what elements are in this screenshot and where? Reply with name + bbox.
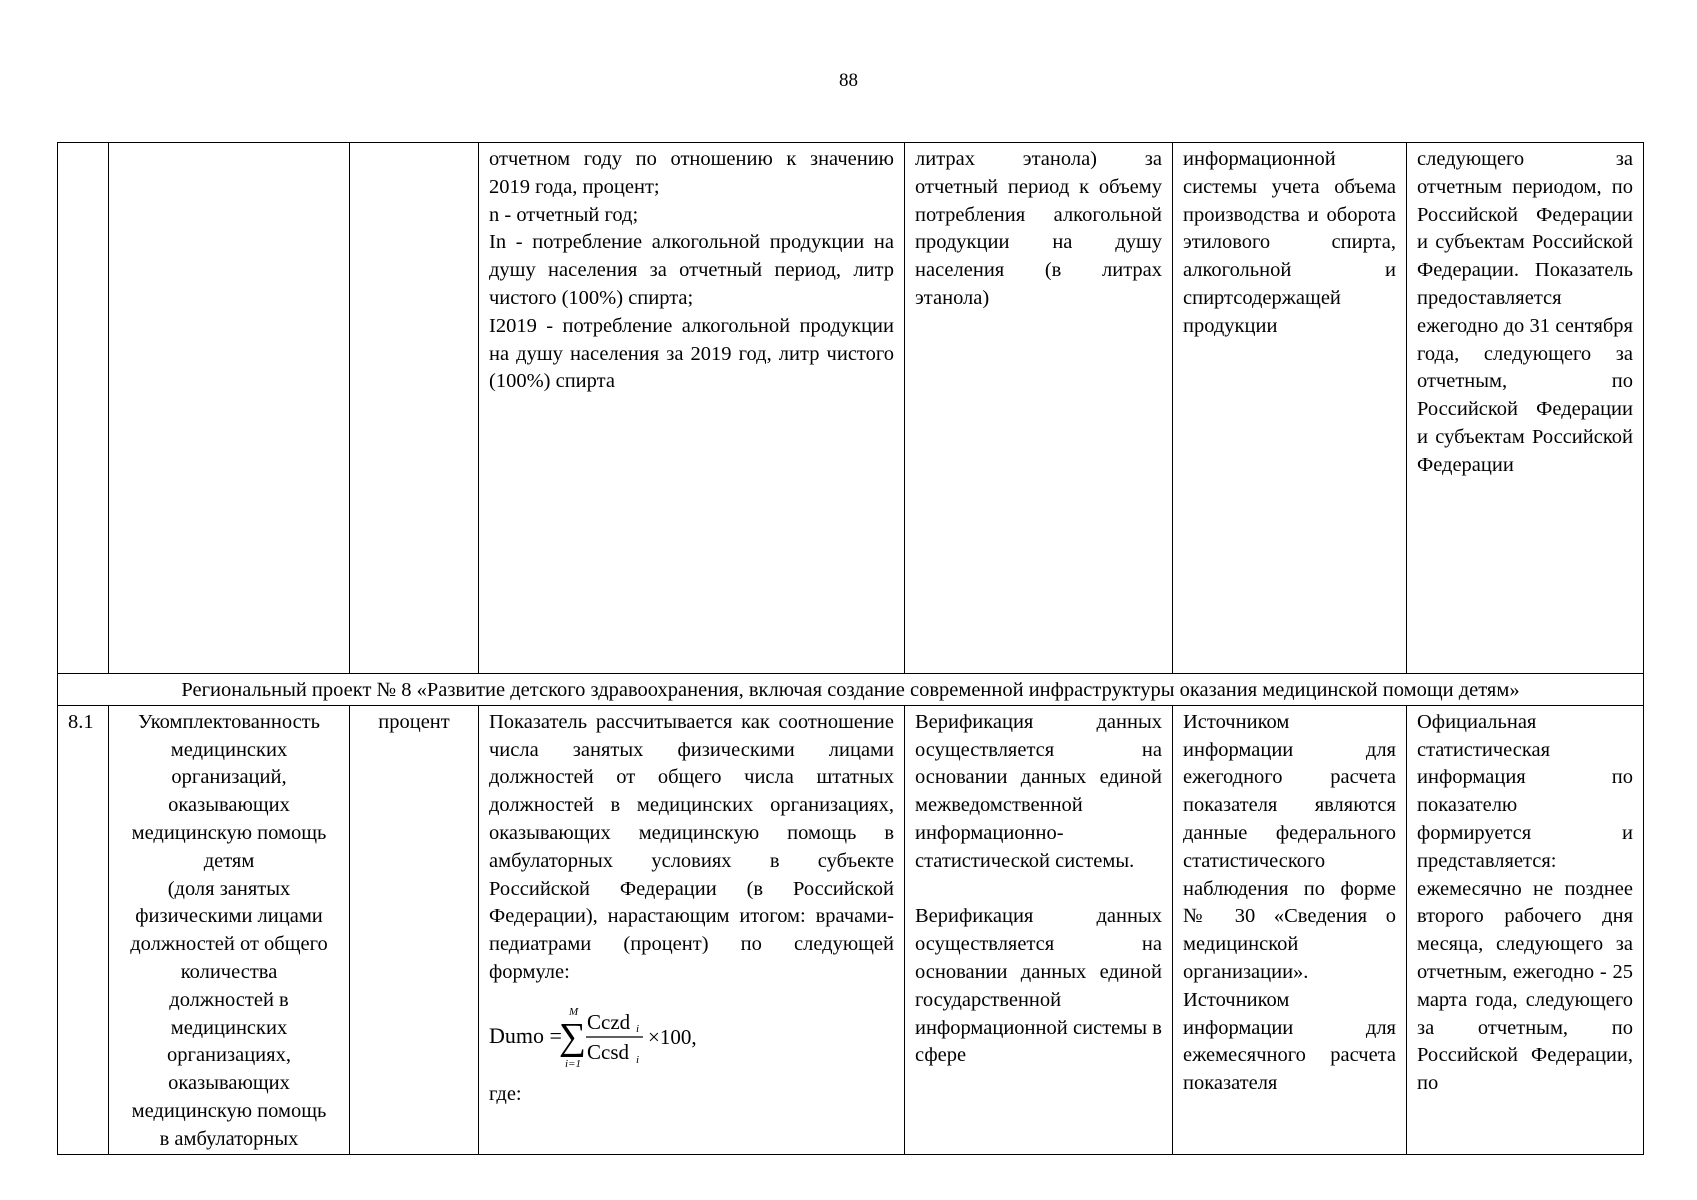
- cell-terms: следующего за отчетным периодом, по Российской Федерации и субъектам Российской Федерации. Показатель предоставляется ежегодно до 31 сентября года, следующего за отчетным, по Российской Федерации и субъектам Российской Федерации: [1407, 143, 1644, 674]
- formula-desc-line: n - отчетный год;: [489, 203, 639, 226]
- table-row-8-1: [58, 705, 1644, 1154]
- indicators-table: [57, 142, 1644, 1155]
- cell-calculation-method: [479, 705, 905, 1154]
- formula-sum-bottom: i=1: [565, 1057, 581, 1070]
- table-row-continued: [58, 143, 1644, 674]
- name-line: оказывающих: [168, 1072, 290, 1095]
- formula-desc-line: In - потребление алкогольной продукции на душу населения за отчетный период, литр чистого (100%) спирта;: [489, 231, 894, 309]
- cell-num-empty: [58, 143, 109, 674]
- name-line: медицинских: [170, 1016, 288, 1039]
- formula-desc-line: отчетном году по отношению к значению 2019 года, процент;: [489, 148, 894, 198]
- cell-formula-description: [479, 143, 905, 674]
- formula-numerator: Cczd: [587, 1009, 631, 1034]
- name-line: детям: [203, 849, 255, 872]
- name-line: физическими лицами: [135, 905, 323, 928]
- cell-num: 8.1: [58, 705, 109, 1154]
- cell-verification: литрах этанола) за отчетный период к объему потребления алкогольной продукции на душу населения (в литрах этанола): [905, 143, 1173, 674]
- project-header-row: [58, 674, 1644, 706]
- formula-sum-top: M: [569, 1005, 579, 1018]
- formula-image: [489, 1001, 729, 1071]
- formula-lhs: Dumo =: [489, 1022, 562, 1048]
- name-line: должностей в: [169, 988, 289, 1011]
- name-line: медицинских: [170, 738, 288, 761]
- name-line: медицинскую помощь: [131, 1099, 327, 1122]
- name-line: в амбулаторных: [159, 1127, 299, 1150]
- cell-verification: [905, 705, 1173, 1154]
- name-line: оказывающих: [168, 794, 290, 817]
- verification-text-1: Верификация данных осуществляется на основании данных единой межведомственной информационно-статистической системы.: [915, 710, 1162, 872]
- name-line: организациях,: [167, 1044, 291, 1067]
- formula-index-top: i: [636, 1022, 640, 1035]
- sigma-icon: ∑: [559, 1015, 587, 1058]
- formula-index-bottom: i: [636, 1053, 640, 1066]
- project-header: Региональный проект № 8 «Развитие детского здравоохранения, включая создание современной инфраструктуры оказания медицинской помощи детям»: [58, 674, 1644, 706]
- cell-source: Источником информации для ежегодного расчета показателя являются данные федерального статистического наблюдения по форме № 30 «Сведения о медицинской организации». Источником информации для ежемесячного расчета показателя: [1173, 705, 1407, 1154]
- name-line: Укомплектованность: [137, 710, 320, 733]
- cell-indicator-name: [109, 705, 350, 1154]
- formula-denominator: Ccsd: [587, 1039, 629, 1064]
- formula-desc-line: I2019 - потребление алкогольной продукции на душу населения за 2019 год, литр чистого (100%) спирта: [489, 314, 894, 393]
- formula-tail: ×100,: [648, 1024, 697, 1049]
- cell-source: информационной системы учета объема производства и оборота этилового спирта, алкогольной и спиртсодержащей продукции: [1173, 143, 1407, 674]
- cell-terms: Официальная статистическая информация по показателю формируется и представляется: ежемесячно не позднее второго рабочего дня месяца, следующего за отчетным, ежегодно - 25 марта года, следующего за отчетным, по Российской Федерации, по: [1407, 705, 1644, 1154]
- formula: [489, 1001, 894, 1071]
- where-text: где:: [489, 1082, 522, 1105]
- name-line: медицинскую помощь: [131, 821, 327, 844]
- name-line: (доля занятых: [167, 877, 291, 900]
- verification-text-2: Верификация данных осуществляется на основании данных единой государственной информационной системы в сфере: [915, 905, 1162, 1067]
- method-text: Показатель рассчитывается как соотношение числа занятых физическими лицами должностей от общего числа штатных должностей в медицинских организациях, оказывающих медицинскую помощь в амбулаторных условиях в субъекте Российской Федерации (в Российской Федерации), нарастающим итогом: врачами-педиатрами (процент) по следующей формуле:: [489, 710, 894, 983]
- name-line: организаций,: [171, 766, 287, 789]
- name-line: количества: [180, 960, 278, 983]
- name-line: должностей от общего: [130, 933, 328, 956]
- page-number: 88: [839, 70, 858, 91]
- cell-unit-empty: [350, 143, 479, 674]
- cell-name-empty: [109, 143, 350, 674]
- cell-unit: процент: [350, 705, 479, 1154]
